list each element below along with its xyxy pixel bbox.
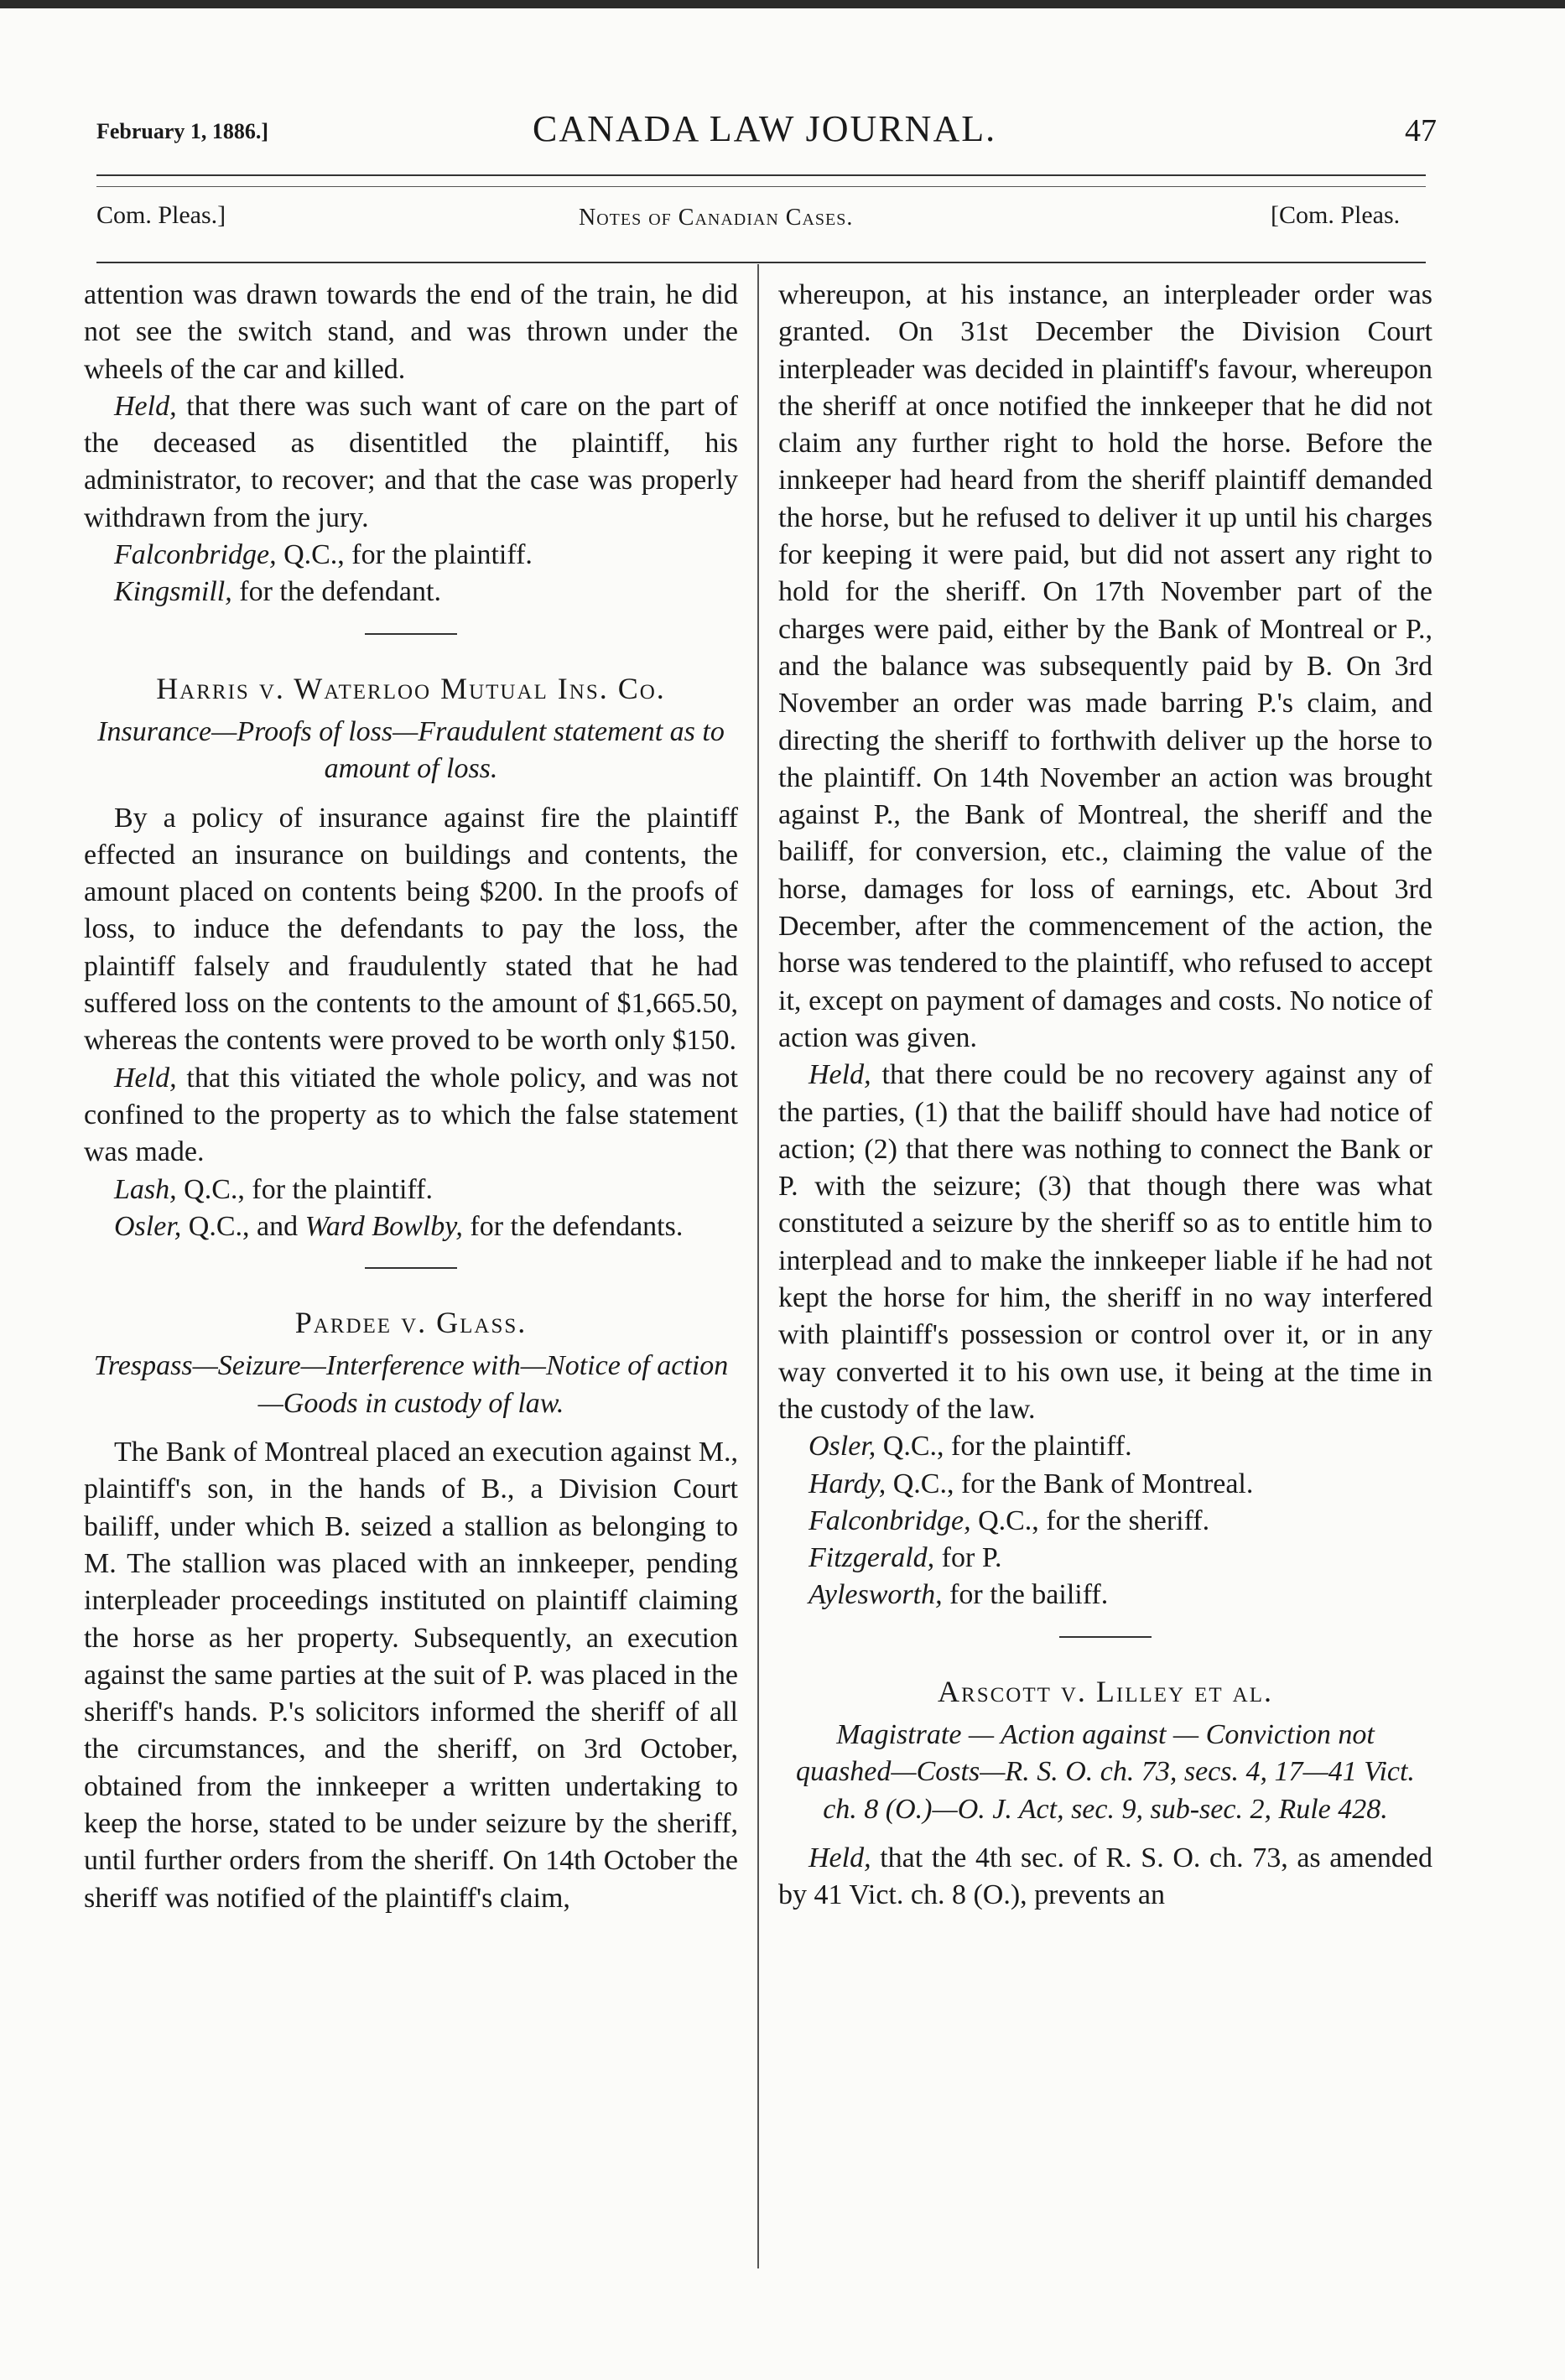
- counsel-name: Lash,: [114, 1173, 177, 1205]
- holding-paragraph: [778, 1057, 1432, 1428]
- case-title: Pardee v. Glass.: [294, 1306, 528, 1340]
- counsel-text: Q.C., for the plaintiff.: [276, 539, 533, 571]
- counsel-name: Hardy,: [808, 1468, 886, 1499]
- counsel-text: for the defendant.: [231, 576, 441, 608]
- counsel-text: Q.C., for the Bank of Montreal.: [886, 1468, 1254, 1499]
- counsel-name: Fitzgerald,: [808, 1542, 935, 1574]
- section-rule: [96, 262, 1426, 263]
- counsel-line: [778, 1540, 1432, 1577]
- holding-text: that this vitiated the whole policy, and was not confined to the property as to which the false statement was made.: [84, 1062, 738, 1168]
- counsel-line: [84, 574, 738, 611]
- court-left: Com. Pleas.]: [96, 201, 226, 229]
- case-keywords: Magistrate — Action against — Conviction not quashed—Costs—R. S. O. ch. 73, secs. 4, 17—41 Vict. ch. 8 (O.)—O. J. Act, sec. 9, sub-sec. 2, Rule 428.: [796, 1718, 1415, 1825]
- holding-text: that the 4th sec. of R. S. O. ch. 73, as amended by 41 Vict. ch. 8 (O.), prevents an: [778, 1842, 1432, 1911]
- counsel-text: for the defendants.: [462, 1210, 684, 1242]
- counsel-line: [778, 1577, 1432, 1614]
- counsel-line: [778, 1503, 1432, 1540]
- section-header: [96, 201, 1438, 235]
- counsel-name: Osler,: [808, 1431, 876, 1463]
- case-paragraph: attention was drawn towards the end of the train, he did not see the switch stand, and was thrown under the wheels of the car and killed.: [84, 279, 738, 385]
- running-header: [96, 107, 1438, 158]
- held-word: Held,: [114, 390, 177, 422]
- counsel-text: for the bailiff.: [942, 1579, 1109, 1611]
- counsel-name: Falconbridge,: [808, 1504, 971, 1536]
- counsel-line: [84, 537, 738, 574]
- top-edge-rule: [0, 0, 1565, 8]
- case-separator: [365, 1267, 457, 1269]
- holding-paragraph: [84, 388, 738, 537]
- case-keywords: Insurance—Proofs of loss—Fraudulent statement as to amount of loss.: [97, 715, 725, 785]
- holding-paragraph: [778, 1840, 1432, 1915]
- case-title: Arscott v. Lilley et al.: [938, 1674, 1273, 1708]
- counsel-text: for P.: [934, 1542, 1002, 1574]
- case-paragraph: whereupon, at his instance, an interpleader order was granted. On 31st December the Division Court interpleader was decided in plaintiff's favour, whereupon the sheriff at once notified the innkeeper that he did not claim any further right to hold the horse. Before the innkeeper had heard from the sheriff plaintiff demanded the horse, but he refused to deliver it up until his charges for keeping it were paid, but did not assert any right to hold for the sheriff. On 17th November part of the charges were paid, either by the Bank of Montreal or P., and the balance was subsequently paid by B. On 3rd November an order was made barring P.'s claim, and directing the sheriff to forthwith deliver up the horse to the plaintiff. On 14th November an action was brought against P., the Bank of Montreal, the sheriff and the bailiff, for conversion, etc., claiming the value of the horse, damages for loss of earnings, etc. About 3rd December, after the commencement of the action, the horse was tendered to the plaintiff, who refused to accept it, except on payment of damages and costs. No notice of action was given.: [778, 279, 1432, 1053]
- counsel-text: Q.C., for the plaintiff.: [176, 1173, 433, 1205]
- counsel-line: [84, 1208, 738, 1245]
- case-paragraph: The Bank of Montreal placed an execution against M., plaintiff's son, in the hands of B., a Division Court bailiff, under which B. seized a stallion as belonging to M. The stallion was placed with an innkeeper, pending interpleader proceedings instituted on plaintiff claiming the horse as her property. Subsequently, an execution against the same parties at the suit of P. was placed in the sheriff's hands. P.'s solicitors informed the sheriff of all the circumstances, and the sheriff, on 3rd October, obtained from the innkeeper a written undertaking to keep the horse, stated to be under seizure by the sheriff, until further orders from the sheriff. On 14th October the sheriff was notified of the plaintiff's claim,: [84, 1437, 738, 1914]
- case-separator: [365, 633, 457, 635]
- counsel-text: Q.C., for the plaintiff.: [876, 1431, 1132, 1463]
- counsel-line: [778, 1428, 1432, 1465]
- counsel-name: Ward Bowlby,: [304, 1210, 463, 1242]
- header-rule: [96, 174, 1426, 176]
- holding-text: that there was such want of care on the part of the deceased as disentitled the plaintiff, his administrator, to recover; and that the case was properly withdrawn from the jury.: [84, 390, 738, 533]
- page-number: 47: [1405, 113, 1437, 148]
- counsel-text: Q.C., for the sheriff.: [970, 1504, 1210, 1536]
- counsel-name: Falconbridge,: [114, 539, 277, 571]
- column-divider: [757, 264, 759, 2268]
- issue-date: February 1, 1886.]: [96, 119, 269, 143]
- case-title: Harris v. Waterloo Mutual Ins. Co.: [156, 671, 666, 705]
- counsel-name: Aylesworth,: [808, 1579, 943, 1611]
- holding-paragraph: [84, 1060, 738, 1172]
- counsel-line: [84, 1172, 738, 1208]
- counsel-line: [778, 1466, 1432, 1503]
- held-word: Held,: [808, 1842, 871, 1873]
- held-word: Held,: [808, 1059, 871, 1091]
- case-paragraph: By a policy of insurance against fire the plaintiff effected an insurance on buildings and contents, the amount placed on contents being $200. In the proofs of loss, to induce the defendants to pay the loss, the plaintiff falsely and fraudulently stated that he had suffered loss on the contents to the amount of $1,665.50, whereas the contents were proved to be worth only $150.: [84, 802, 738, 1057]
- right-column: [778, 277, 1432, 1914]
- counsel-name: Osler,: [114, 1210, 182, 1242]
- court-right: [Com. Pleas.: [1271, 201, 1401, 229]
- holding-text: that there could be no recovery against any of the parties, (1) that the bailiff should have had notice of action; (2) that there was nothing to connect the Bank or P. with the seizure; (3) that though there was what constituted a seizure by the sheriff so as to entitle him to interplead and to make the innkeeper liable if he had not kept the horse for him, the sheriff in no way interfered with plaintiff's possession or control over it, or in any way converted it to his own use, it being at the time in the custody of the law.: [778, 1059, 1432, 1425]
- case-separator: [1059, 1636, 1152, 1638]
- section-title: Notes of Canadian Cases.: [579, 205, 854, 231]
- counsel-text: Q.C., and: [181, 1210, 305, 1242]
- held-word: Held,: [114, 1062, 177, 1094]
- left-column: [84, 277, 738, 1917]
- case-keywords: Trespass—Seizure—Interference with—Notice of action—Goods in custody of law.: [93, 1350, 729, 1419]
- counsel-name: Kingsmill,: [114, 576, 232, 608]
- journal-title: CANADA LAW JOURNAL.: [533, 108, 997, 149]
- header-rule-thin: [96, 186, 1426, 187]
